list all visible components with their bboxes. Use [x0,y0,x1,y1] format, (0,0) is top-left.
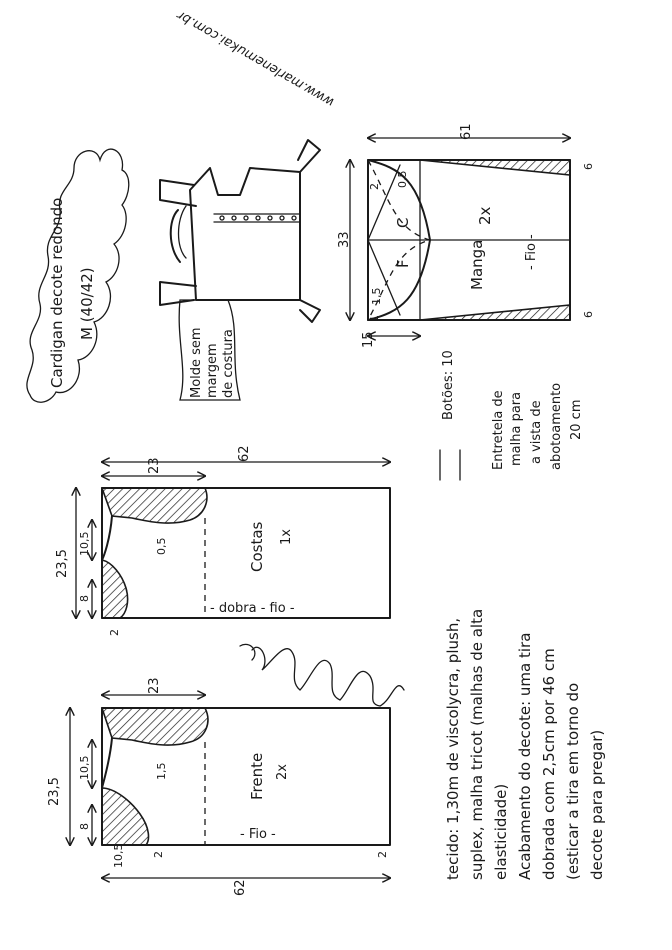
sleeve-mark-c: C [394,217,412,228]
fabric-line5: dobrada com 2,5cm por 46 cm [540,648,558,880]
note-line3: de costura [221,329,236,398]
sleeve-label: Manga [468,239,486,290]
sleeve-mark-15: 1,5 [370,287,383,305]
fabric-notes [444,609,606,880]
front-label: Frente [248,752,266,800]
back-label: Costas [248,521,266,572]
note-line2: margem [205,343,220,398]
sleeve-pattern [337,123,595,348]
note-line1: Molde sem [189,327,204,398]
front-pattern [47,677,390,896]
front-dim-hem: 2 [152,851,165,858]
interfacing-line5: 20 cm [569,399,584,440]
buttons-count: Botões: 10 [441,350,456,420]
cardigan-buttons [220,216,296,220]
front-dim-shoulder: 23 [147,677,162,694]
back-dim-shoulder: 23 [147,457,162,474]
back-dim-hem: 2 [108,629,121,636]
fabric-line2: suplex, malha tricot (malhas de alta [468,608,486,880]
back-dim-half-width: 23,5 [55,549,70,578]
back-fold: - dobra - fio - [210,601,295,616]
sleeve-dim-side-top: 6 [582,163,595,170]
back-qty: 1x [279,529,294,545]
interfacing-line1: Entretela de [491,390,506,470]
interfacing-line4: abotoamento [549,382,564,470]
fabric-line7: decote para pregar) [588,729,606,880]
sleeve-qty: 2x [476,206,494,225]
interfacing-note [491,383,584,470]
title-line2: M (40/42) [78,267,96,340]
back-pattern [55,445,390,636]
fabric-line1: tecido: 1,30m de viscolycra, plush, [444,617,462,880]
signature [240,644,404,706]
back-dim-armhole: 8 [78,595,91,602]
front-dim-half-width: 23,5 [47,777,62,806]
title-cloud [27,149,129,402]
back-dim-length: 62 [237,445,252,462]
sleeve-mark-2: 2 [368,183,381,190]
sleeve-dim-bottom: 15 [361,331,376,348]
sleeve-mark-05: 0,5 [396,170,409,188]
front-grain: - Fio - [240,827,276,842]
note-no-seam [179,300,240,400]
website-text: www.marlenemukai.com.br [174,7,337,110]
fabric-line3: elasticidade) [492,783,510,880]
back-dim-neck: 10,5 [78,531,91,556]
front-dim-neck: 10,5 [78,755,91,780]
fabric-line4: Acabamento do decote: uma tira [516,632,534,880]
front-dim-hem-right: 2 [376,851,389,858]
front-dim-curve: 1,5 [155,762,168,780]
fabric-line6: (esticar a tira em torno do [564,682,582,880]
front-dim-hem-side: 10,5 [112,843,125,868]
front-dim-armhole: 8 [78,823,91,830]
sleeve-grain: - Fio - [524,234,539,270]
interfacing-line3: a vista de [529,400,544,464]
cardigan-sketch [160,140,320,322]
title-line1: Cardigan decote redondo [48,197,66,388]
sleeve-mark-f: F [394,259,412,268]
front-qty: 2x [275,764,290,780]
sleeve-dim-height: 33 [337,231,352,248]
interfacing-line2: malha para [509,391,524,466]
front-dim-length: 62 [233,879,248,896]
sleeve-mark-1: 1 [368,315,381,322]
sleeve-dim-side-bottom: 6 [582,311,595,318]
sleeve-dim-width: 61 [459,123,474,140]
back-dim-curve: 0,5 [155,537,168,555]
